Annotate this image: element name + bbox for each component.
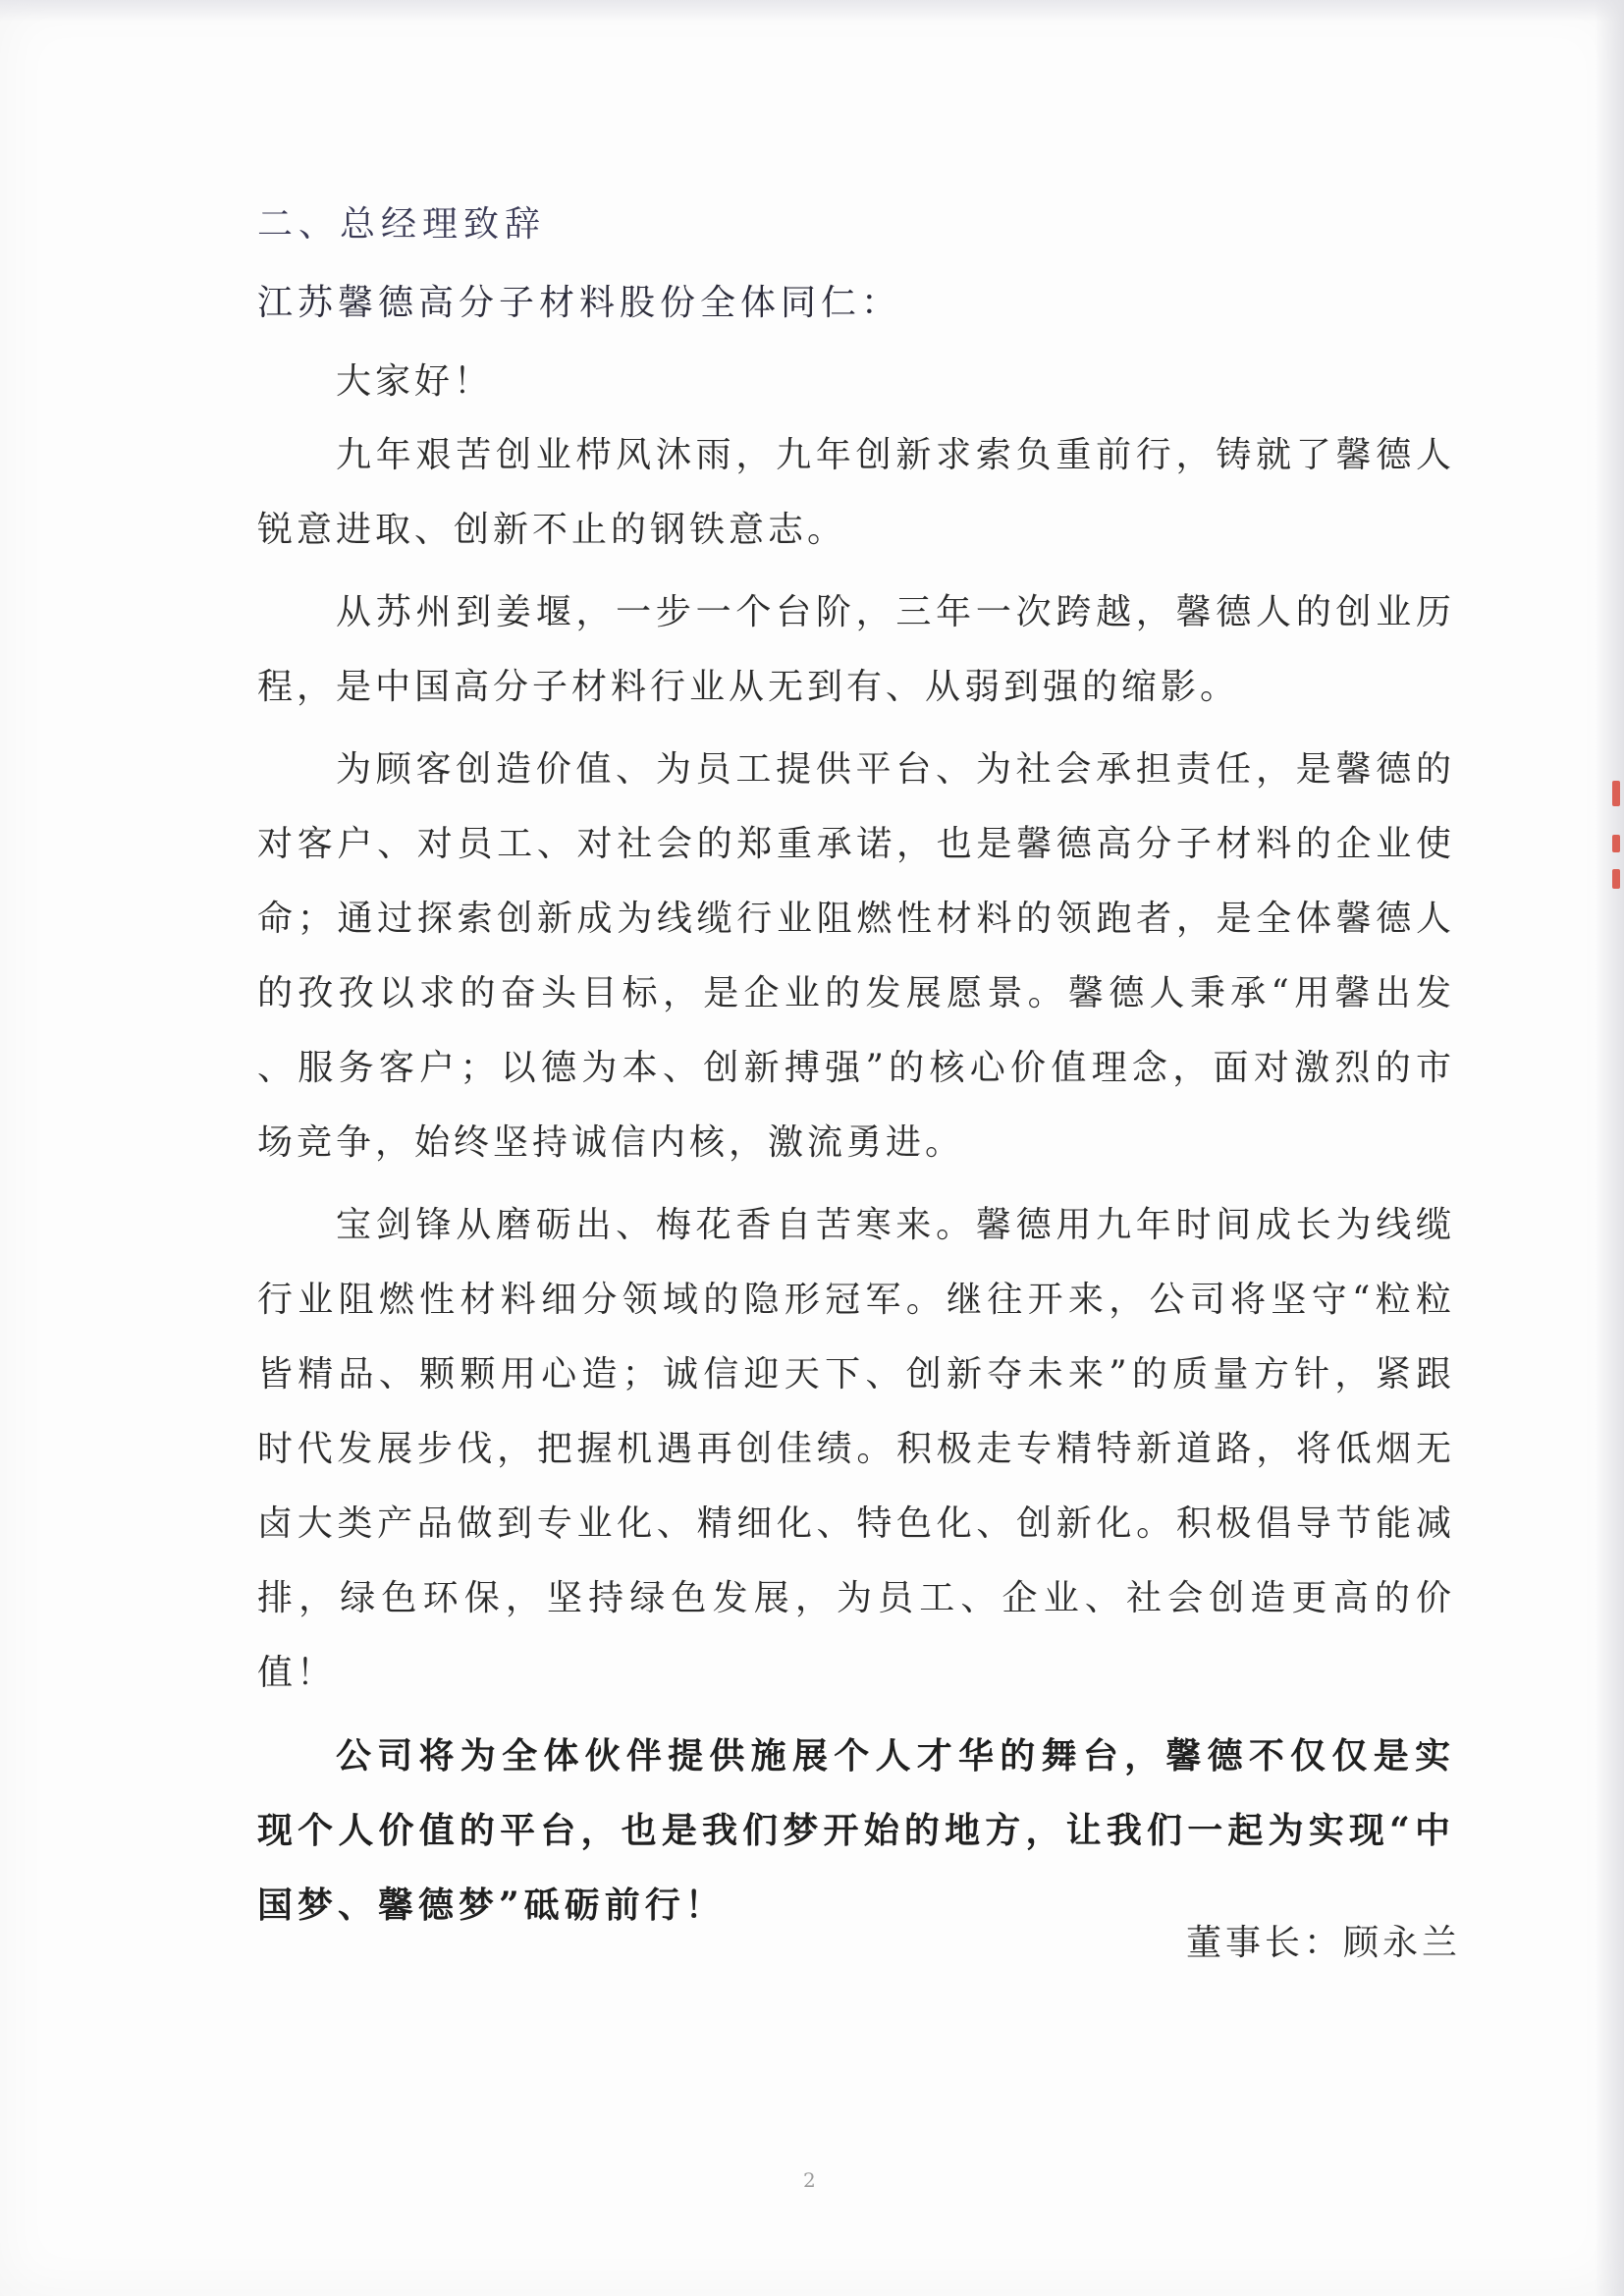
closing-paragraph: 公司将为全体伙伴提供施展个人才华的舞台，馨德不仅仅是实现个人价值的平台，也是我们梦开始的地方，让我们一起为实现“中国梦、馨德梦”砥砺前行！ [257,1735,1455,1926]
red-stamp-fragment [1612,781,1620,806]
signature: 董事长：顾永兰 [1186,1923,1462,1963]
red-stamp-fragment [1612,835,1620,852]
paragraph: 为顾客创造价值、为员工提供平台、为社会承担责任，是馨德的对客户、对员工、对社会的郑重承诺，也是馨德高分子材料的企业使命；通过探索创新成为线缆行业阻燃性材料的领跑者，是全体馨德人的孜孜以求的奋头目标，是企业的发展愿景。馨德人秉承“用馨出发 、服务客户；以德为本、创新搏强”的核心价值理念，面对激烈的市场竞争，始终坚持诚信内核，激流勇进。 [257,749,1455,1163]
salutation: 江苏馨德高分子材料股份全体同仁： [257,283,902,323]
red-stamp-fragment [1612,869,1620,889]
greeting: 大家好！ [336,361,494,402]
scan-edge-top [0,0,1624,22]
page-number: 2 [803,2168,816,2192]
paragraph: 从苏州到姜堰，一步一个台阶，三年一次跨越，馨德人的创业历程，是中国高分子材料行业从无到有、从弱到强的缩影。 [257,592,1455,707]
paragraph: 九年艰苦创业栉风沐雨，九年创新求索负重前行，铸就了馨德人锐意进取、创新不止的钢铁意志。 [257,435,1455,550]
scan-edge-right [1595,0,1624,2296]
section-heading: 二、总经理致辞 [257,204,547,245]
paragraph: 宝剑锋从磨砺出、梅花香自苦寒来。馨德用九年时间成长为线缆行业阻燃性材料细分领域的隐形冠军。继往开来，公司将坚守“粒粒皆精品、颗颗用心造；诚信迎天下、创新夺未来”的质量方针，紧跟时代发展步伐，把握机遇再创佳绩。积极走专精特新道路，将低烟无卤大类产品做到专业化、精细化、特色化、创新化。积极倡导节能减排，绿色环保，坚持绿色发展，为员工、企业、社会创造更高的价值！ [257,1205,1455,1693]
document-body [257,196,1455,1942]
